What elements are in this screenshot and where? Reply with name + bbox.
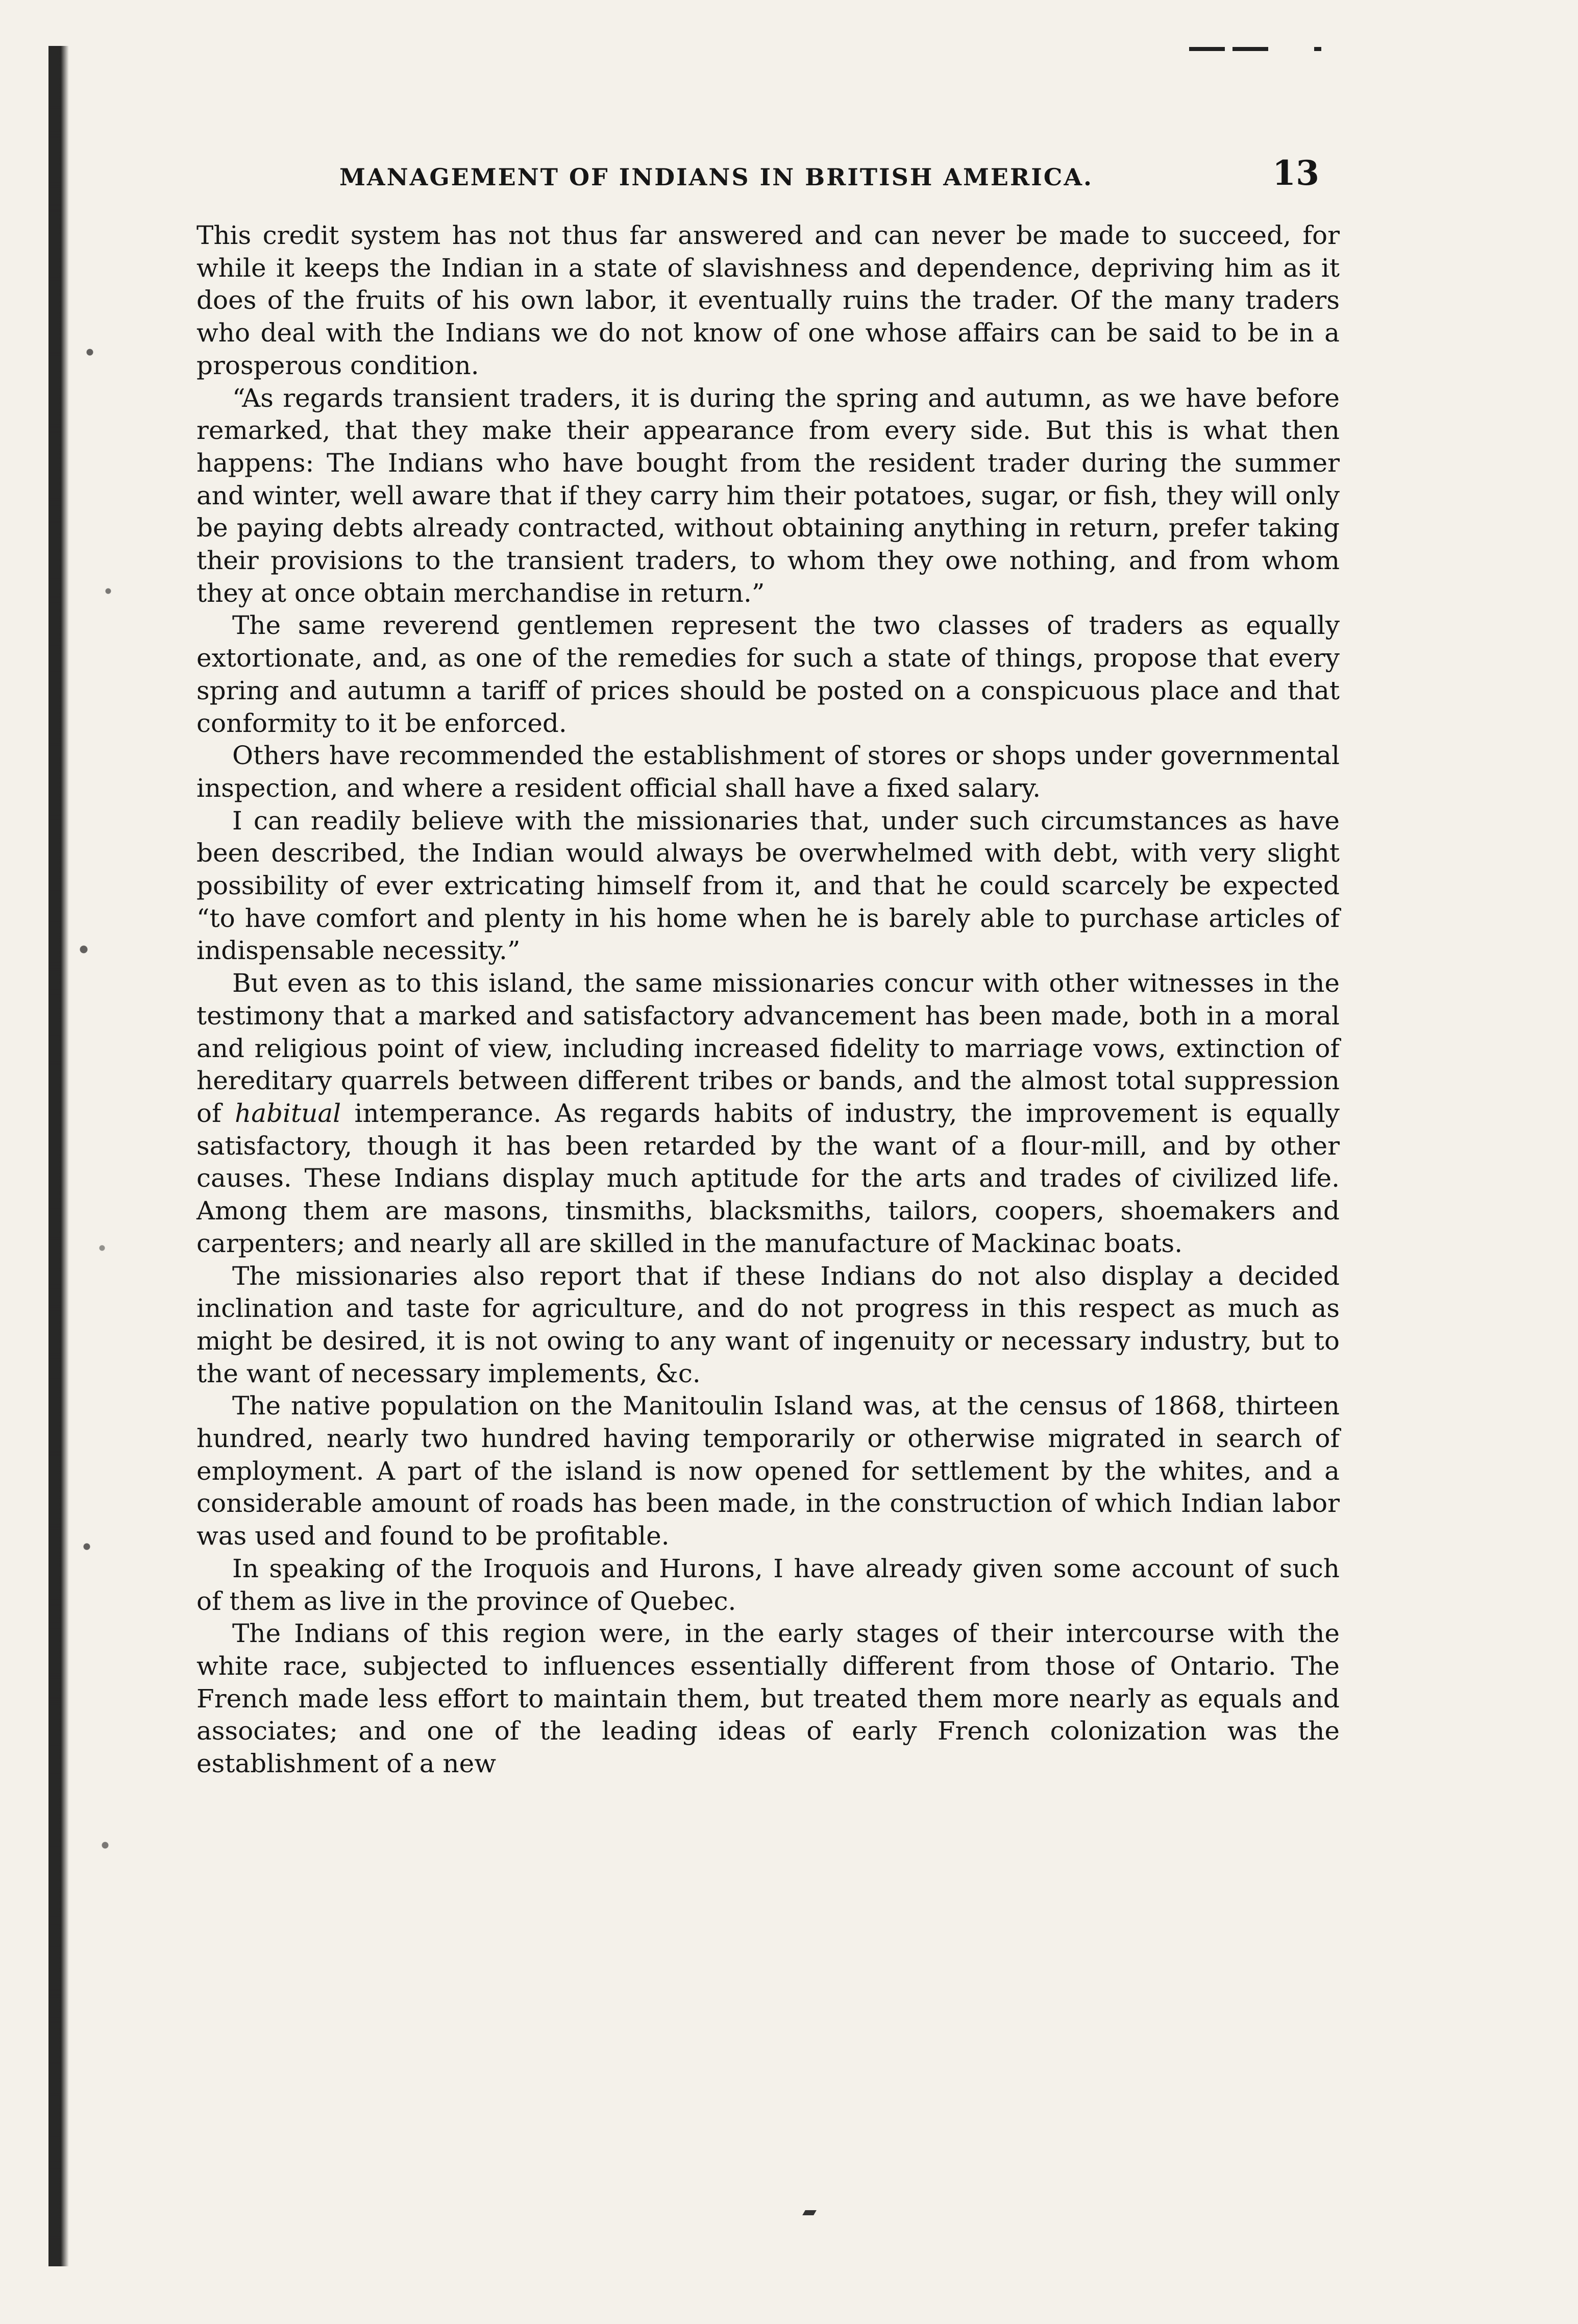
paragraph-6-before: But even as to this island, the same missionaries concur with other witnesses in the testimony that a marked and satisfactory advancement has been made, both in a moral and religious point of view, including increased fidelity to marriage vows, extinction of hereditary quarrels between different tribes or bands, and the almost total suppression of <box>196 968 1340 1128</box>
paragraph-6-italic: habitual <box>235 1098 341 1128</box>
bottom-scan-mark <box>802 2210 817 2215</box>
scan-gutter-shadow <box>48 46 69 2266</box>
running-head <box>196 153 1340 199</box>
paragraph-10: The Indians of this region were, in the early stages of their intercourse with the white race, subjected to influences essentially different from those of Ontario. The French made less effort to maintain them, but treated them more nearly as equals and associates; and one of the leading ideas of early French colonization was the establishment of a new <box>196 1619 1340 1779</box>
paragraph-5: I can readily believe with the missionaries that, under such circumstances as have been described, the Indian would always be overwhelmed with debt, with very slight possibility of ever extricating himself from it, and that he could scarcely be expected “to have comfort and plenty in his home when he is barely able to purchase articles of indispensable necessity.” <box>196 805 1340 966</box>
page-number: 13 <box>1272 153 1319 193</box>
paragraph-8: The native population on the Manitoulin Island was, at the census of 1868, thirteen hundred, nearly two hundred having temporarily or otherwise migrated in search of employment. A part of the island is now opened for settlement by the whites, and a considerable amount of roads has been made, in the construction of which Indian labor was used and found to be profitable. <box>196 1391 1340 1551</box>
paragraph-3: The same reverend gentlemen represent the two classes of traders as equally extortionate, and, as one of the remedies for such a state of things, propose that every spring and autumn a tariff of prices should be posted on a conspicuous place and that conformity to it be enforced. <box>196 610 1340 738</box>
paragraph-7: The missionaries also report that if these Indians do not also display a decided inclination and taste for agriculture, and do not progress in this respect as much as might be desired, it is not owing to any want of ingenuity or necessary industry, but to the want of necessary implements, &c. <box>196 1261 1340 1388</box>
body-text <box>196 219 1340 1780</box>
paragraph-4: Others have recommended the establishment of stores or shops under governmental inspection, and where a resident official shall have a fixed salary. <box>196 741 1340 803</box>
running-title: MANAGEMENT OF INDIANS IN BRITISH AMERICA. <box>339 163 1094 191</box>
scan-gutter-specks <box>71 153 133 2144</box>
paragraph-1: This credit system has not thus far answered and can never be made to succeed, for while it keeps the Indian in a state of slavishness and dependence, depriving him as it does of the fruits of his own labor, it eventually ruins the trader. Of the many traders who deal with the Indians we do not know of one whose affairs can be said to be in a prosperous condition. <box>196 221 1340 380</box>
paragraph-9: In speaking of the Iroquois and Hurons, I have already given some account of such of them as live in the province of Quebec. <box>196 1553 1340 1616</box>
paragraph-2: “As regards transient traders, it is during the spring and autumn, as we have before remarked, that they make their appearance from every side. But this is what then happens: The Indians who have bought from the resident trader during the summer and winter, well aware that if they carry him their potatoes, sugar, or fish, they will only be paying debts already contracted, without obtaining anything in return, prefer taking their provisions to the transient traders, to whom they owe nothing, and from whom they at once obtain merchandise in return.” <box>196 383 1340 608</box>
document-page <box>196 153 1340 1780</box>
top-scan-marks <box>1189 47 1322 52</box>
paragraph-6 <box>196 967 1340 1260</box>
paragraph-6-after: intemperance. As regards habits of industry, the improvement is equally satisfactory, though it has been retarded by the want of a flour-mill, and by other causes. These Indians display much aptitude for the arts and trades of civilized life. Among them are masons, tinsmiths, blacksmiths, tailors, coopers, shoemakers and carpenters; and nearly all are skilled in the manufacture of Mackinac boats. <box>196 1098 1340 1258</box>
